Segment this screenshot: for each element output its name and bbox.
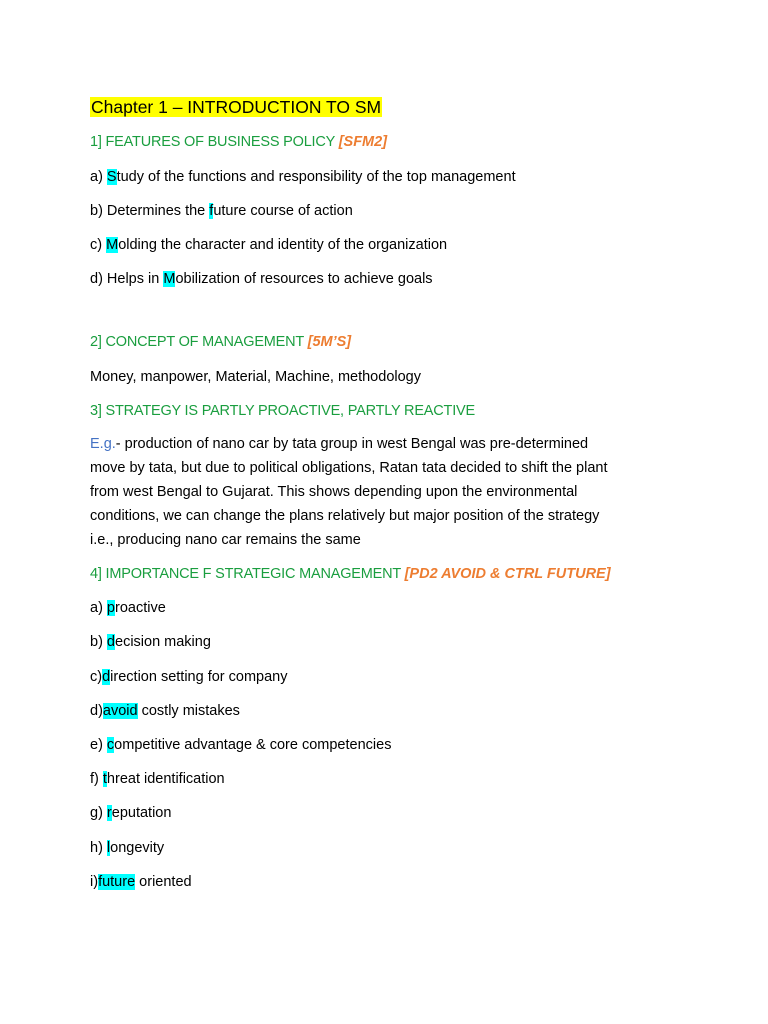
section-1-heading — [90, 132, 387, 152]
section-2-heading-text: 2] CONCEPT OF MANAGEMENT — [90, 334, 308, 350]
item-prefix: d) Helps in — [90, 271, 164, 287]
paragraph-line: conditions, we can change the plans relatively but major position of the strategy — [90, 508, 600, 524]
list-item — [90, 735, 391, 755]
item-text: ongevity — [110, 840, 165, 856]
section-4-tag: [PD2 AVOID & CTRL FUTURE] — [404, 566, 611, 582]
item-prefix: b) Determines the — [90, 203, 210, 219]
item-prefix: i) — [90, 874, 99, 890]
item-prefix: h) — [90, 840, 107, 856]
section-1-heading-text: 1] FEATURES OF BUSINESS POLICY — [90, 134, 339, 150]
item-prefix: e) — [90, 737, 107, 753]
section-4-heading — [90, 564, 611, 584]
item-text: obilization of resources to achieve goals — [175, 271, 433, 287]
highlight: M — [106, 237, 119, 253]
item-text: irection setting for company — [110, 669, 288, 685]
page-title: Chapter 1 – INTRODUCTION TO SM — [91, 97, 382, 117]
item-prefix: a) — [90, 169, 107, 185]
item-text: hreat identification — [106, 771, 225, 787]
list-item — [90, 667, 287, 687]
list-item — [90, 598, 166, 618]
item-text: uture course of action — [213, 203, 353, 219]
paragraph-text: - production of nano car by tata group in west Bengal was pre-determined — [115, 436, 589, 452]
list-item — [90, 701, 240, 721]
section-3-paragraph — [90, 432, 690, 552]
highlight: M — [163, 271, 176, 287]
item-text: ecision making — [115, 634, 211, 650]
section-2-heading — [90, 332, 351, 352]
item-prefix: b) — [90, 634, 107, 650]
item-text: oriented — [135, 874, 192, 890]
section-2-text: Money, manpower, Material, Machine, methodology — [90, 369, 421, 385]
page-title-line — [90, 95, 382, 119]
list-item — [90, 838, 164, 858]
example-label: E.g. — [90, 436, 116, 452]
item-text: eputation — [111, 805, 172, 821]
highlight: d — [106, 634, 115, 650]
paragraph-line: i.e., producing nano car remains the same — [90, 532, 361, 548]
item-prefix: a) — [90, 600, 107, 616]
item-text: olding the character and identity of the organization — [118, 237, 448, 253]
item-prefix: f) — [90, 771, 103, 787]
highlight: f — [209, 203, 214, 219]
highlight: future — [98, 874, 136, 890]
paragraph-line: move by tata, but due to political obligations, Ratan tata decided to shift the plant — [90, 460, 608, 476]
item-prefix: c) — [90, 669, 103, 685]
section-2-tag: [5M’S] — [307, 334, 352, 350]
highlight: r — [106, 805, 112, 821]
list-item — [90, 201, 353, 221]
item-text: tudy of the functions and responsibility of the top management — [116, 169, 516, 185]
item-prefix: c) — [90, 237, 107, 253]
section-1-tag: [SFM2] — [338, 134, 388, 150]
list-item — [90, 167, 516, 187]
section-4-heading-text: 4] IMPORTANCE F STRATEGIC MANAGEMENT — [90, 566, 405, 582]
highlight: S — [106, 169, 117, 185]
list-item — [90, 235, 447, 255]
item-text: roactive — [115, 600, 166, 616]
highlight: d — [102, 669, 111, 685]
paragraph-line: from west Bengal to Gujarat. This shows depending upon the environmental — [90, 484, 578, 500]
highlight: p — [106, 600, 115, 616]
highlight: t — [102, 771, 107, 787]
highlight: l — [106, 840, 111, 856]
item-text: costly mistakes — [137, 703, 240, 719]
item-text: ompetitive advantage & core competencies — [114, 737, 392, 753]
list-item — [90, 769, 225, 789]
item-prefix: g) — [90, 805, 107, 821]
list-item — [90, 803, 171, 823]
section-3-heading-text: 3] STRATEGY IS PARTLY PROACTIVE, PARTLY REACTIVE — [90, 403, 475, 419]
list-item — [90, 632, 211, 652]
paragraph-line — [90, 432, 690, 456]
section-3-heading — [90, 401, 475, 421]
item-prefix: d) — [90, 703, 103, 719]
highlight: c — [106, 737, 115, 753]
list-item — [90, 269, 433, 289]
list-item — [90, 872, 192, 892]
highlight: avoid — [102, 703, 138, 719]
